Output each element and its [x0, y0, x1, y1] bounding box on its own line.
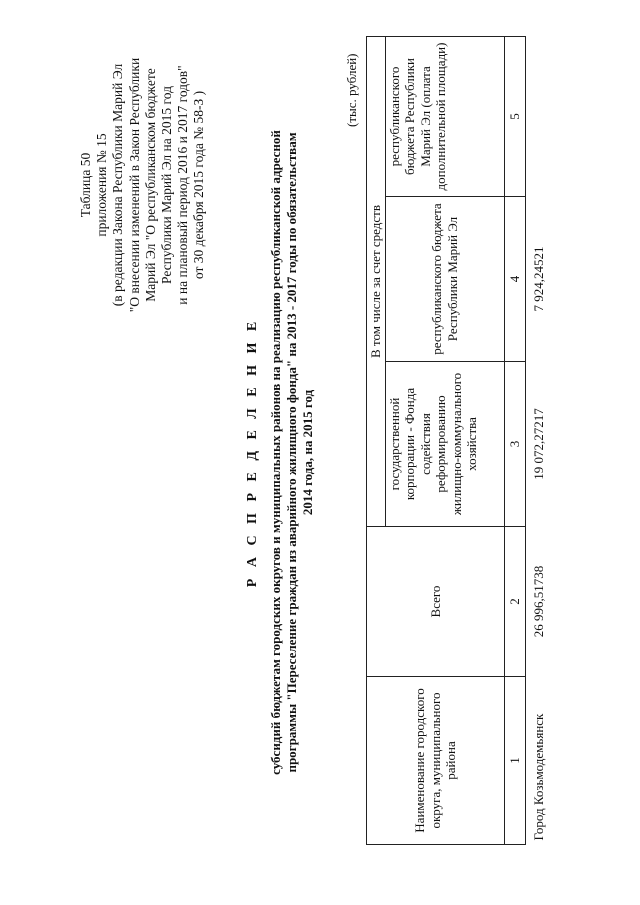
appendix-line: "О внесении изменений в Закон Республики	[126, 57, 142, 313]
appendix-line: приложения № 15	[94, 133, 110, 237]
cell-total: 26 996,51738	[530, 565, 546, 638]
column-number: 3	[504, 362, 525, 527]
cell-name: Город Козьмодемьянск	[530, 713, 546, 841]
appendix-line: (в редакции Закона Республики Марий Эл	[110, 63, 126, 307]
table-row	[525, 36, 547, 844]
appendix-line: от 30 декабря 2015 года № 58-З )	[191, 90, 207, 280]
column-number: 2	[504, 527, 525, 677]
col-header-fund: государственной корпорации - Фонда содействия реформированию жилищно-коммунального хозяйства	[385, 362, 504, 527]
document-subtitle	[268, 0, 316, 905]
units-label: (тыс. рублей)	[344, 53, 359, 127]
col-header-republic-extra: республиканского бюджета Республики Марий Эл (оплата дополнительной площади)	[385, 36, 504, 196]
col-header-total: Всего	[367, 527, 505, 677]
appendix-note	[78, 30, 208, 340]
column-numbers-row	[504, 36, 525, 844]
appendix-line: и на плановый период 2016 и 2017 годов"	[175, 65, 191, 305]
column-number: 1	[504, 677, 525, 845]
col-header-republic: республиканского бюджета Республики Марий Эл	[385, 197, 504, 362]
appendix-line: Таблица 50	[78, 152, 93, 218]
appendix-line: Марий Эл "О республиканском бюджете	[142, 68, 158, 302]
col-header-name: Наименование городского округа, муниципального района	[367, 677, 505, 845]
subtitle-line: 2014 года, на 2015 год	[300, 389, 315, 516]
cell-fund: 19 072,27217	[530, 408, 546, 480]
appendix-line: Республики Марий Эл на 2015 год	[159, 86, 175, 284]
col-header-group: В том числе за счет средств	[367, 36, 386, 526]
document-title: Р А С П Р Е Д Е Л Е Н И Е	[245, 317, 260, 588]
cell-republic: 7 924,24521	[530, 246, 546, 312]
subtitle-line: субсидий бюджетам городских округов и муниципальных районов на реализацию республиканской адресной	[268, 130, 283, 775]
subtitle-line: программы "Переселение граждан из аварийного жилищного фонда" на 2013 - 2017 годы по обязательствам	[284, 132, 299, 773]
cell-republic-extra	[525, 36, 547, 196]
distribution-table	[366, 36, 547, 845]
column-number: 5	[504, 36, 525, 196]
header-row	[367, 36, 386, 844]
column-number: 4	[504, 197, 525, 362]
